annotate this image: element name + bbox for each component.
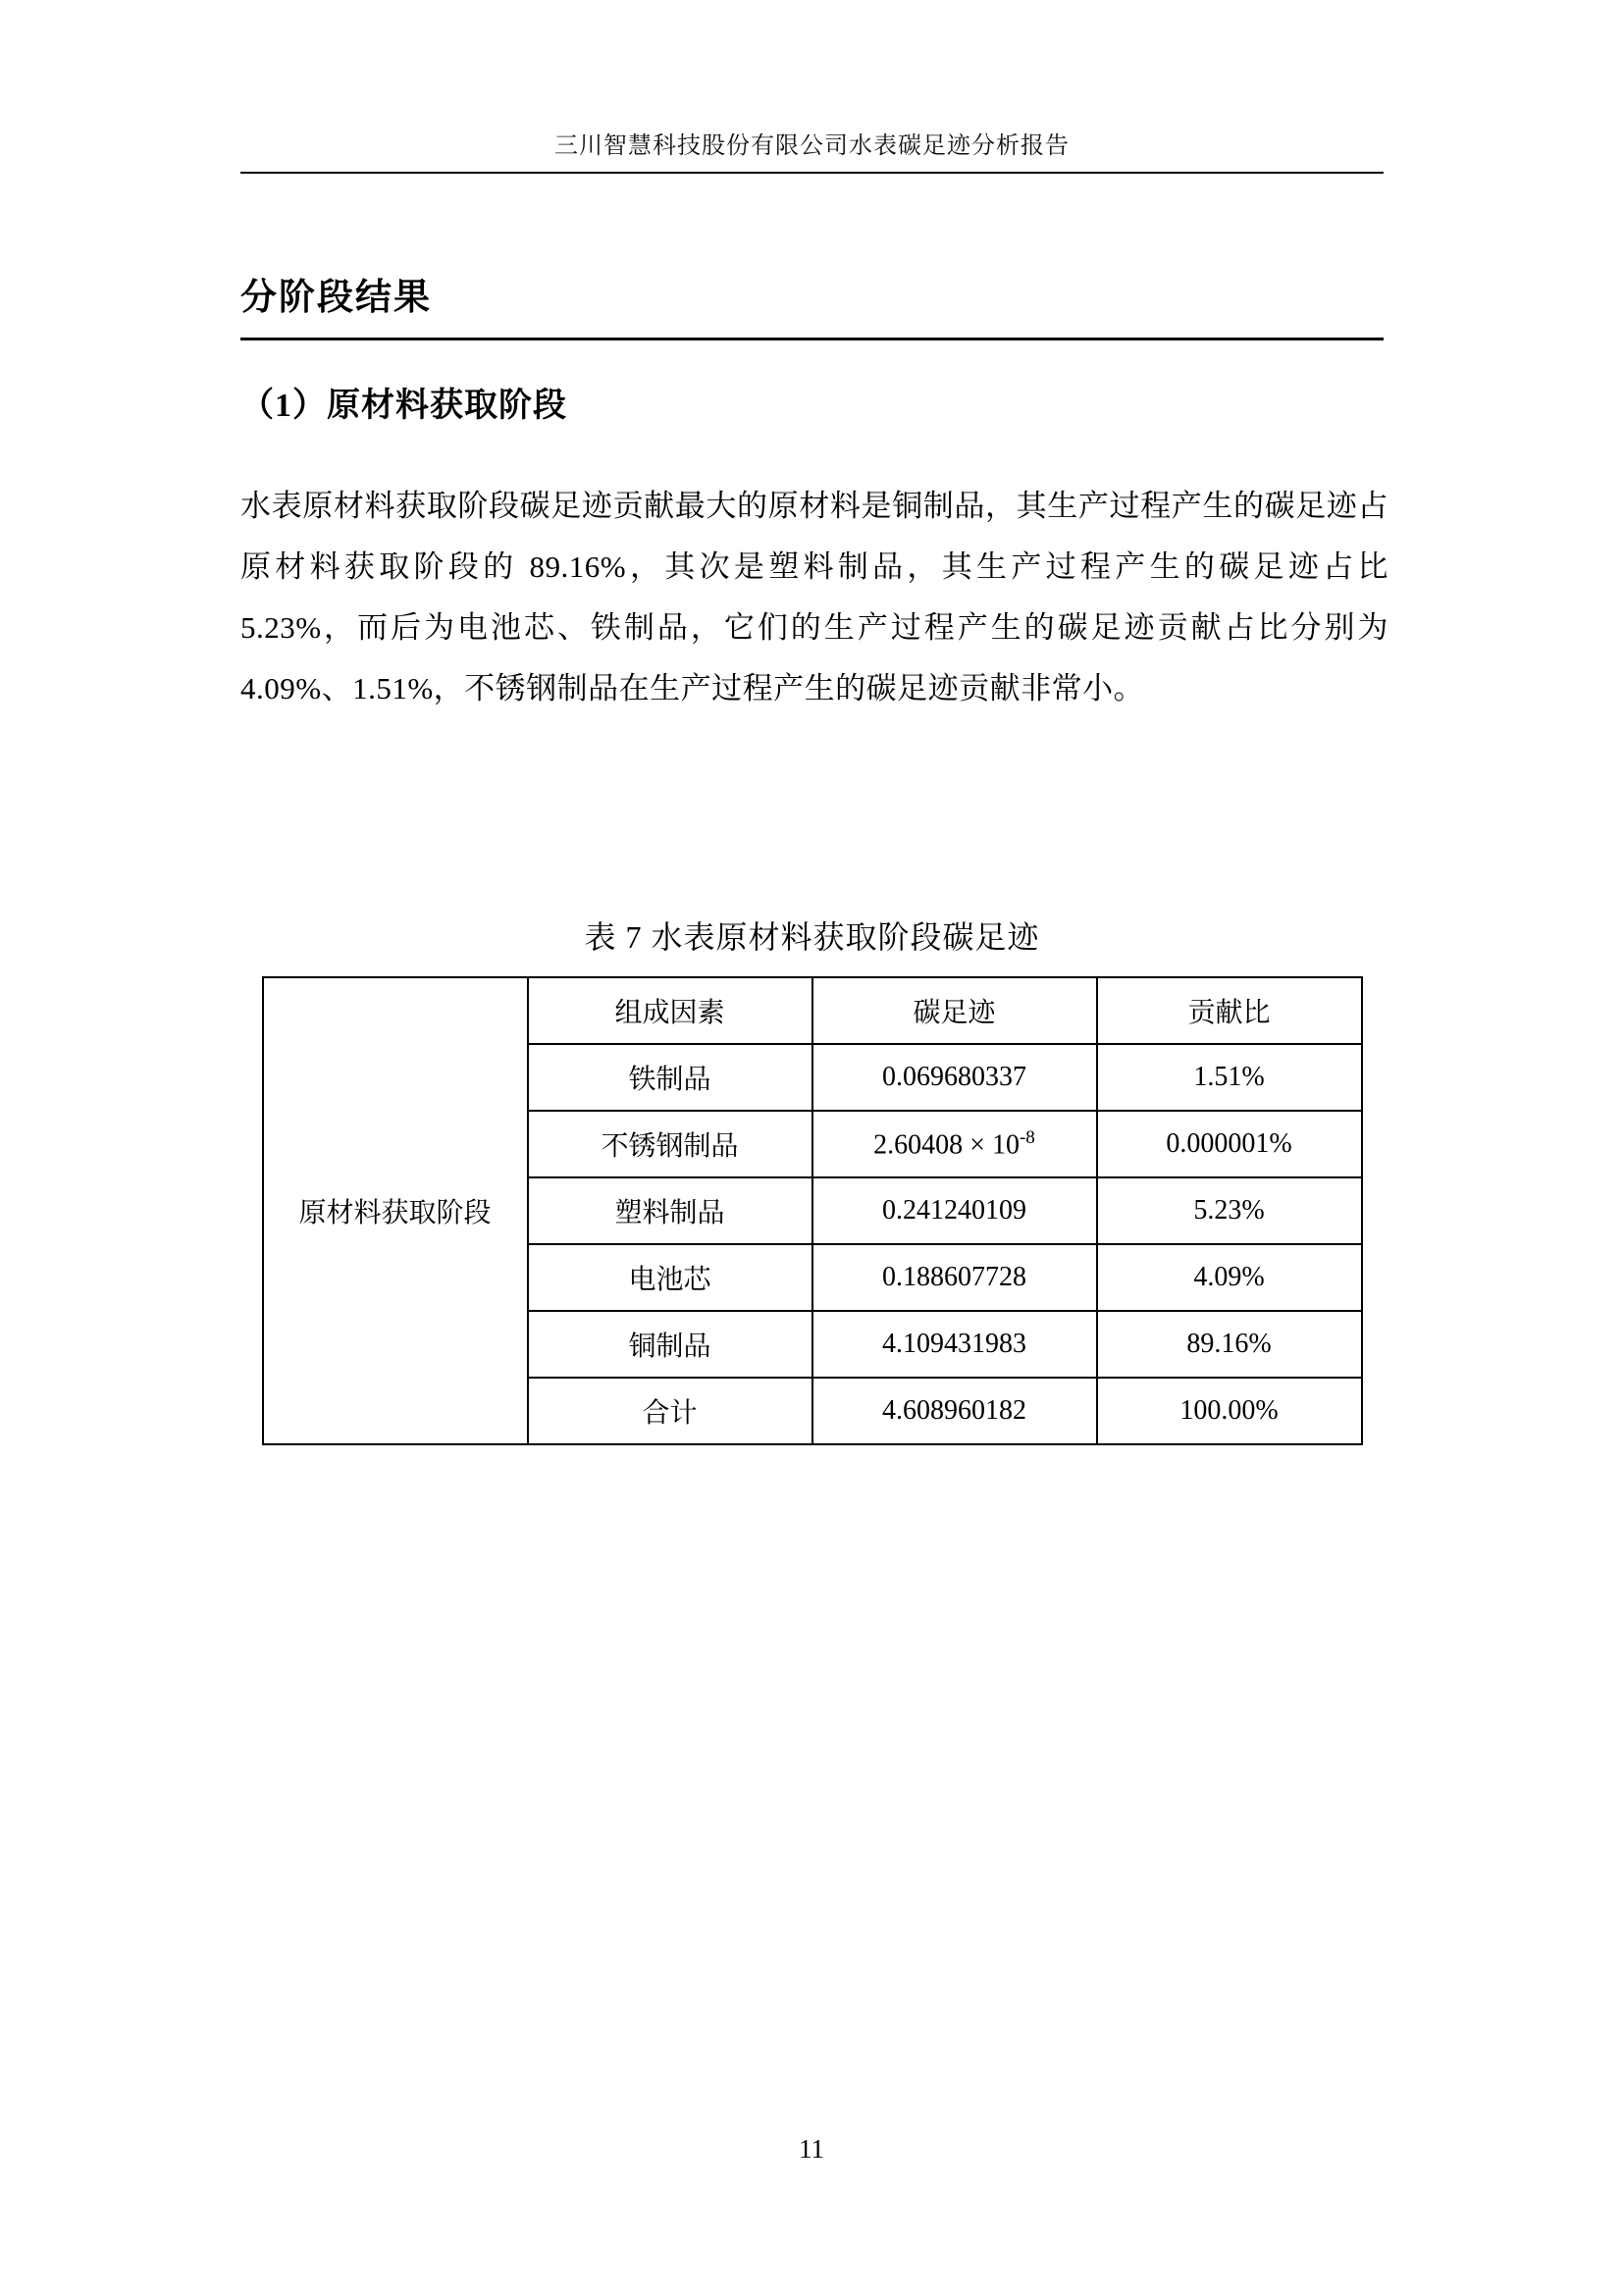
table-cell-factor: 合计 — [528, 1378, 812, 1444]
table-cell-footprint: 0.069680337 — [812, 1044, 1097, 1111]
footprint-exponent: -8 — [1019, 1126, 1035, 1148]
footprint-mantissa: 2.60408 × 10 — [873, 1129, 1020, 1161]
table-header-factor: 组成因素 — [528, 977, 812, 1044]
table-cell-factor: 不锈钢制品 — [528, 1111, 812, 1177]
table-cell-footprint: 0.241240109 — [812, 1177, 1097, 1244]
section-divider — [240, 338, 1384, 340]
section-heading — [240, 267, 1384, 340]
subsection-title: （1）原材料获取阶段 — [240, 388, 567, 424]
table-cell-factor: 铜制品 — [528, 1311, 812, 1378]
header-divider — [240, 172, 1384, 174]
table-cell-share: 89.16% — [1097, 1311, 1362, 1378]
page-number: 11 — [799, 2134, 824, 2164]
table-cell-factor: 电池芯 — [528, 1244, 812, 1311]
table-cell-share: 5.23% — [1097, 1177, 1362, 1244]
table-header-footprint: 碳足迹 — [812, 977, 1097, 1044]
table-cell-footprint: 4.109431983 — [812, 1311, 1097, 1378]
page-title: 分阶段结果 — [240, 276, 432, 318]
table-cell-share: 100.00% — [1097, 1378, 1362, 1444]
table-cell-footprint: 4.608960182 — [812, 1378, 1097, 1444]
table-cell-share: 4.09% — [1097, 1244, 1362, 1311]
carbon-footprint-table — [240, 976, 1384, 1445]
table-cell-factor: 铁制品 — [528, 1044, 812, 1111]
table-header-share: 贡献比 — [1097, 977, 1362, 1044]
table-cell-stage: 原材料获取阶段 — [263, 977, 528, 1444]
table-header-row — [263, 977, 1362, 1044]
table-cell-footprint: 0.188607728 — [812, 1244, 1097, 1311]
table-cell-footprint — [812, 1111, 1097, 1177]
running-header-text: 三川智慧科技股份有限公司水表碳足迹分析报告 — [554, 131, 1070, 159]
table-cell-share: 0.000001% — [1097, 1111, 1362, 1177]
table-caption: 表 7 水表原材料获取阶段碳足迹 — [584, 919, 1040, 955]
table-cell-factor: 塑料制品 — [528, 1177, 812, 1244]
body-paragraph: 水表原材料获取阶段碳足迹贡献最大的原材料是铜制品，其生产过程产生的碳足迹占原材料获取阶段的 89.16%，其次是塑料制品，其生产过程产生的碳足迹占比 5.23%，而后为电池芯、铁制品，它们的生产过程产生的碳足迹贡献占比分别为 4.09%、1.51%，不锈钢制品在生产过程产生的碳足迹贡献非常小。 — [240, 489, 1388, 705]
table-cell-share: 1.51% — [1097, 1044, 1362, 1111]
running-header — [240, 126, 1384, 174]
